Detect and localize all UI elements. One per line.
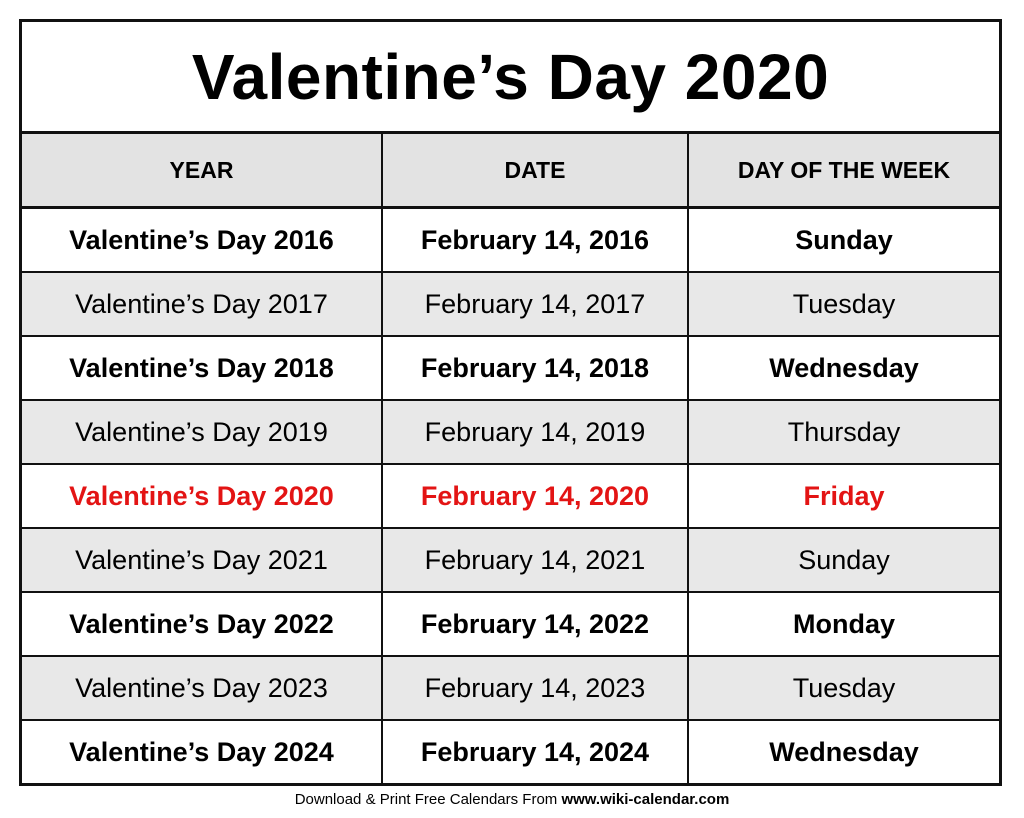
header-date: DATE xyxy=(382,134,688,208)
title-row xyxy=(22,22,999,134)
header-row xyxy=(22,134,999,208)
table-row-highlighted xyxy=(22,464,999,528)
day-cell: Friday xyxy=(688,464,999,528)
year-cell: Valentine’s Day 2023 xyxy=(22,656,382,720)
date-cell: February 14, 2024 xyxy=(382,720,688,783)
footer-site-link[interactable]: www.wiki-calendar.com xyxy=(561,791,730,808)
day-cell: Thursday xyxy=(688,400,999,464)
date-cell: February 14, 2016 xyxy=(382,208,688,273)
day-cell: Tuesday xyxy=(688,656,999,720)
calendar-sheet xyxy=(19,19,1002,786)
year-cell: Valentine’s Day 2018 xyxy=(22,336,382,400)
year-cell: Valentine’s Day 2022 xyxy=(22,592,382,656)
day-cell: Wednesday xyxy=(688,336,999,400)
year-cell: Valentine’s Day 2024 xyxy=(22,720,382,783)
valentines-table xyxy=(22,134,999,783)
date-cell: February 14, 2022 xyxy=(382,592,688,656)
page-title: Valentine’s Day 2020 xyxy=(191,40,830,113)
day-cell: Wednesday xyxy=(688,720,999,783)
day-cell: Tuesday xyxy=(688,272,999,336)
table-row xyxy=(22,208,999,273)
day-cell: Sunday xyxy=(688,528,999,592)
header-year: YEAR xyxy=(22,134,382,208)
table-row xyxy=(22,656,999,720)
footer-text: Download & Print Free Calendars From xyxy=(294,791,562,808)
day-cell: Sunday xyxy=(688,208,999,273)
date-cell: February 14, 2023 xyxy=(382,656,688,720)
table-row xyxy=(22,336,999,400)
table-row xyxy=(22,400,999,464)
date-cell: February 14, 2017 xyxy=(382,272,688,336)
table-row xyxy=(22,720,999,783)
year-cell: Valentine’s Day 2017 xyxy=(22,272,382,336)
year-cell: Valentine’s Day 2016 xyxy=(22,208,382,273)
day-cell: Monday xyxy=(688,592,999,656)
year-cell: Valentine’s Day 2021 xyxy=(22,528,382,592)
table-row xyxy=(22,528,999,592)
table-row xyxy=(22,272,999,336)
date-cell: February 14, 2018 xyxy=(382,336,688,400)
date-cell: February 14, 2019 xyxy=(382,400,688,464)
year-cell: Valentine’s Day 2019 xyxy=(22,400,382,464)
footer xyxy=(0,791,1024,808)
year-cell: Valentine’s Day 2020 xyxy=(22,464,382,528)
date-cell: February 14, 2020 xyxy=(382,464,688,528)
date-cell: February 14, 2021 xyxy=(382,528,688,592)
table-row xyxy=(22,592,999,656)
header-day: DAY OF THE WEEK xyxy=(688,134,999,208)
